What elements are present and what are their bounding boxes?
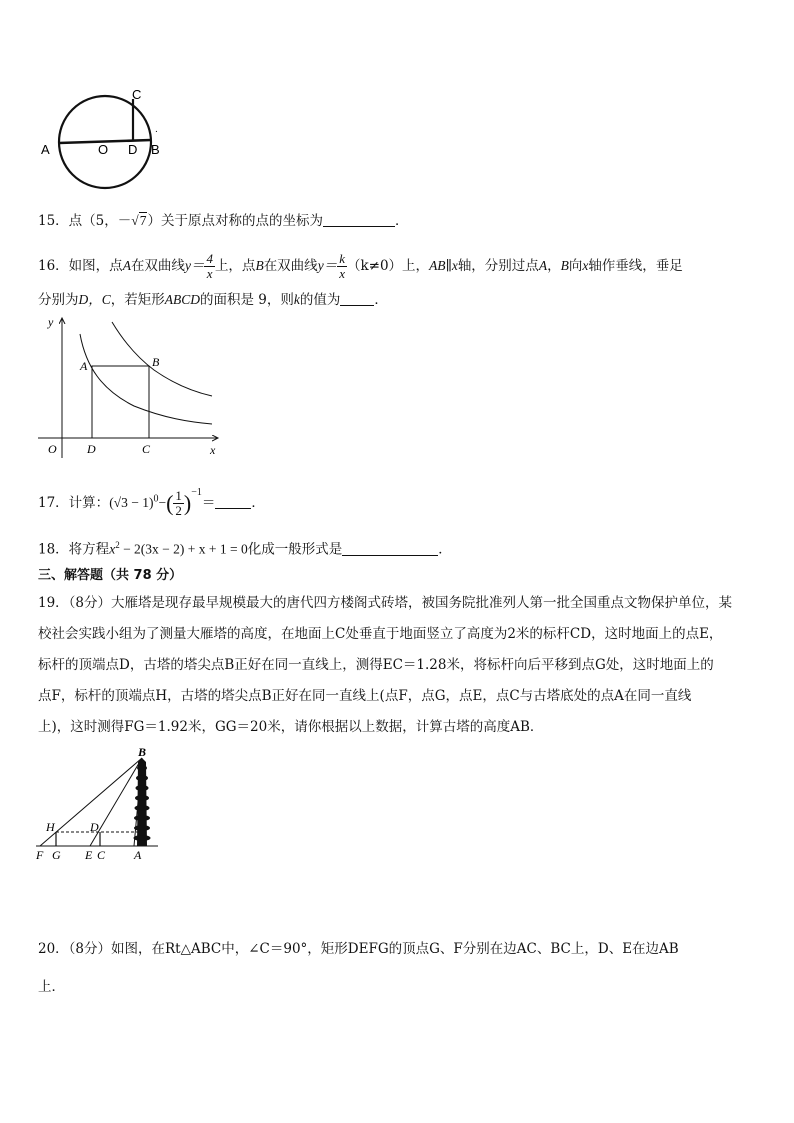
label-x: x (210, 443, 216, 457)
label-c: C (97, 848, 106, 862)
label-d: D (90, 820, 99, 834)
q15-sqrt: √7 (131, 213, 147, 228)
curve-y-4-over-x (80, 334, 212, 424)
label-o: O (48, 442, 57, 456)
label-a: A (80, 359, 88, 373)
question-19-line3: 标杆的顶端点D，古塔的塔尖点B正好在同一直线上，测得EC＝1.28米，将标杆向后平移到点G处，这时地面上的 (38, 657, 714, 673)
label-c: C (132, 87, 142, 102)
label-y: y (48, 315, 54, 329)
question-20-line1: 20．（8分）如图，在Rt△ABC中，∠C＝90°，矩形DEFG的顶点G、F分别在边AC、BC上，D、E在边AB (38, 941, 679, 957)
circle-figure (30, 82, 180, 192)
question-15: 15．点（5，－√7）关于原点对称的点的坐标为 ． (38, 213, 409, 229)
label-a: A (41, 142, 50, 157)
pagoda-figure (34, 740, 164, 865)
question-19-line5: 上)，这时测得FG＝1.92米，GG＝20米，请你根据以上数据，计算古塔的高度AB． (38, 719, 544, 735)
question-16-line1: 16．如图，点A在双曲线y＝ $\frac{4}{x}$ 上，点B在双曲线y＝ $\frac{k}{x}$ （k≠0）上，AB∥x轴，分别过点A，B向x轴作垂线，垂足 (38, 251, 683, 281)
question-16-line2: 分别为D，C，若矩形ABCD的面积是 9，则k的值为 ． (38, 292, 388, 308)
hyperbola-graph (34, 312, 224, 462)
label-b: B (151, 142, 160, 157)
q17-expression: (√3 − 1) (109, 495, 154, 510)
q15-prefix: 15．点（5，－ (38, 213, 132, 229)
question-18: 18．将方程$x^2 - 2(3x - 2) + x + 1 = 0$化成一般形式是 ． (38, 540, 452, 558)
label-d: D (87, 442, 96, 456)
label-c: C (142, 442, 151, 456)
label-b: B (152, 355, 160, 369)
dot-mark: . (155, 124, 158, 135)
q17-fraction-half: $\frac{1}{2}$ (175, 488, 182, 518)
pagoda-icon (134, 758, 151, 846)
question-20-line2: 上． (38, 979, 65, 995)
label-g: G (52, 848, 61, 862)
q16-answer-blank (340, 291, 374, 306)
question-19-line4: 点F，标杆的顶端点H，古塔的塔尖点B正好在同一直线上(点F，点G，点E，点C与古塔底处的点A在同一直线 (38, 688, 692, 704)
q16-fraction-k-over-x: $\frac{k}{x}$ (339, 251, 345, 281)
q15-answer-blank (323, 212, 395, 227)
q18-answer-blank (342, 541, 438, 556)
label-b: B (138, 745, 147, 759)
section-3-title: 三、解答题（共 78 分） (38, 568, 183, 583)
q17-answer-blank (215, 494, 251, 509)
question-19-line2: 校社会实践小组为了测量大雁塔的高度，在地面上C处垂直于地面竖立了高度为2米的标杆CD，这时地面上的点E， (38, 626, 723, 642)
label-f: F (36, 848, 44, 862)
label-h: H (46, 820, 55, 834)
q16-fraction-4-over-x: $\frac{4}{x}$ (206, 251, 213, 281)
rectangle-abcd (92, 366, 149, 438)
label-d: D (128, 142, 138, 157)
label-a: A (134, 848, 142, 862)
label-o: O (98, 142, 109, 157)
question-17: 17．计算：$(√3 - 1)^0-$( $\frac{1}{2}$ )$^{-1}$＝ ． (38, 487, 265, 518)
q18-equation: − 2(3x − 2) + x + 1 = 0 (119, 541, 248, 557)
label-e: E (85, 848, 93, 862)
q15-suffix: ）关于原点对称的点的坐标为 (147, 213, 323, 229)
question-19-line1: 19．（8分）大雁塔是现存最早规模最大的唐代四方楼阁式砖塔，被国务院批准列人第一批全国重点文物保护单位，某 (38, 595, 733, 611)
curve-y-k-over-x (112, 322, 212, 396)
